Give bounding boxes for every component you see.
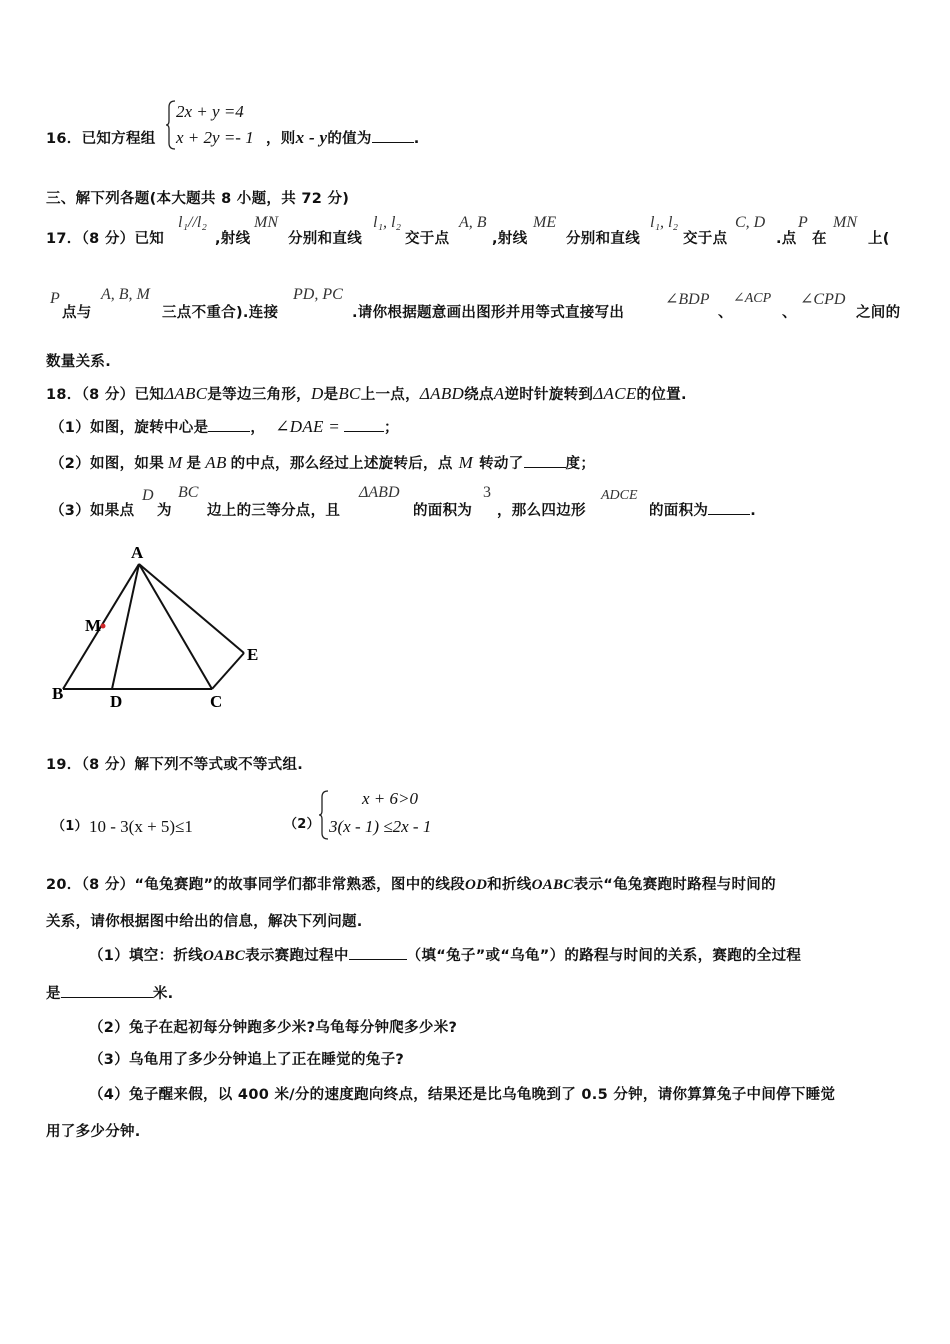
q18-part3-formula-1: D [142,487,154,504]
q18-part2-text-3: 的中点，那么经过上述旋转后，点 [230,456,453,472]
q20-line1-text-2: 和折线 [487,877,532,893]
q18-part1-comma: ， [250,420,266,436]
q19-part1-expression: 10 - 3(x + 5)≤1 [89,817,193,836]
label-e: E [247,645,259,664]
q20-od: OD [464,877,488,893]
q18-part3-text-4: 的面积为 [413,503,473,519]
answer-blank [708,500,750,515]
q17-text-11: 点与 [62,305,92,321]
q18-math-1: ΔABC [164,384,208,403]
q18-part1-end: ； [384,420,399,436]
q20-part2: （2）兔子在起初每分钟跑多少米?乌龟每分钟爬多少米? [89,1020,458,1036]
q17-text-4: 交于点 [405,231,450,247]
answer-blank [208,417,250,432]
triangle-figure [40,540,280,720]
q20-part4-line2: 用了多少分钟. [46,1124,141,1140]
q18-part2-text-4: 转动了 [479,456,524,472]
q18-part1-text: （1）如图，旋转中心是 [50,420,209,436]
answer-blank [344,417,384,432]
q18-part3-text-1: （3）如果点 [50,503,135,519]
q16-label: 16．已知方程组 [46,131,156,147]
q18-math-5: A [493,384,505,403]
q18-part2-math-2: AB [205,453,227,472]
q17-text-14: 、 [718,305,733,321]
q16-end: . [413,131,420,147]
q19-part2-label: （2） [284,817,320,832]
q17-formula-3: l₁, l₂ [373,214,402,231]
q20-line2: 关系，请你根据图中给出的信息，解决下列问题. [46,914,363,930]
label-m: M [85,616,102,635]
q18-part3-text-5: ，那么四边形 [497,503,586,519]
q18-text-2: 是等边三角形， [207,387,311,403]
q17-formula-14: ∠ACP [733,291,772,306]
q17-formula-13: ∠BDP [665,291,710,308]
q18-math-2: D [310,384,324,403]
q17-text-5: ,射线 [492,231,528,247]
q17-text-15: 、 [782,305,797,321]
q18-part3-text-2: 为 [157,503,172,519]
q18-text-4: 上一点， [360,387,420,403]
q19-title: 19．（8 分）解下列不等式或不等式组. [46,757,304,773]
q17-text-9: 在 [812,231,827,247]
section-heading: 三、解下列各题(本大题共 8 小题，共 72 分) [46,191,350,207]
q17-formula-6: l₁, l₂ [650,214,679,231]
q18-text-5: 绕点 [464,387,494,403]
q18-part3-formula-4: 3 [483,484,491,501]
q18-part3-text-6: 的面积为 [649,503,709,519]
q20-part1-text-1: （1）填空：折线 [89,948,203,964]
q18-text-1: 18．（8 分）已知 [46,387,165,403]
q20-part1-text-2: 表示赛跑过程中 [245,948,349,964]
q18-part3-text-3: 边上的三等分点，且 [207,503,341,519]
q18-part2-text-1: （2）如图，如果 [50,456,164,472]
q20-part1-text-3: （填“兔子”或“乌龟”）的路程与时间的关系，赛跑的全过程 [406,948,802,964]
q18-part2-math-1: M [168,453,183,472]
q17-formula-12: PD, PC [293,286,343,303]
answer-blank [524,453,566,468]
q18-text-3: 是 [323,387,339,403]
q17-formula-4: A, B [459,214,487,231]
answer-blank [349,945,407,960]
q20-part1-text-4: 是 [46,986,61,1002]
q17-formula-5: ME [533,214,557,231]
q18-part3-formula-3: ΔABD [359,484,400,501]
label-b: B [52,684,64,703]
q16-equation-2: x + 2y =- 1 [176,128,254,147]
q20-line1-text-1: 20．（8 分）“龟兔赛跑”的故事同学们都非常熟悉，图中的线段 [46,877,465,893]
q20-oabc: OABC [531,877,574,893]
q17-formula-8: P [798,214,808,231]
q17-formula-9: MN [833,214,857,231]
q17-text-16: 之间的 [856,305,901,321]
answer-blank [372,128,414,143]
q18-text-6: 逆时针旋转到 [504,387,594,403]
q20-line1-text-3: 表示“龟兔赛跑时路程与时间的 [573,877,776,893]
q18-part3-formula-5: ADCE [601,488,638,503]
q17-text-7: 交于点 [683,231,728,247]
q18-math-4: ΔABD [419,384,465,403]
q17-text-17: 数量关系. [46,354,112,370]
q18-part3-formula-2: BC [178,484,199,501]
q17-formula-2: MN [254,214,278,231]
q17-text-8: .点 [776,231,797,247]
q19-part2-equation-1: x + 6>0 [362,789,418,808]
label-d: D [110,692,123,711]
q18-part1-angle: ∠DAE = [275,417,341,436]
label-c: C [210,692,223,711]
q16-expr: x - y [295,128,328,147]
q20-part1-text-5: 米. [152,986,174,1002]
q17-formula-15: ∠CPD [800,291,846,308]
q16-equation-1: 2x + y =4 [176,102,244,121]
label-a: A [131,543,144,562]
q17-formula-1: l₁//l₂ [178,214,207,231]
q18-text-7: 的位置. [636,387,687,403]
q16-tail-b: 的值为 [327,131,372,147]
q19-part2-equation-2: 3(x - 1) ≤2x - 1 [329,817,432,836]
q18-math-3: BC [338,384,361,403]
q20-part3: （3）乌龟用了多少分钟追上了正在睡觉的兔子? [89,1052,405,1068]
q17-text-6: 分别和直线 [566,231,640,247]
q17-text-13: .请你根据题意画出图形并用等式直接写出 [352,305,625,321]
q20-part4-line1: （4）兔子醒来假，以 400 米/分的速度跑向终点，结果还是比乌龟晚到了 0.5 分钟，请你算算兔子中间停下睡觉 [89,1087,836,1103]
q18-part2-math-3: M [458,453,474,472]
q17-text-2: ,射线 [215,231,251,247]
answer-blank [61,983,153,998]
q17-text-12: 三点不重合).连接 [162,305,279,321]
q17-text-3: 分别和直线 [288,231,362,247]
point-m-dot [101,624,106,629]
q17-formula-10: P [50,290,60,307]
q18-part2-text-5: 度； [565,456,596,472]
q18-part2-text-2: 是 [186,456,202,472]
q17-text-10: 上( [868,231,890,247]
q16-tail-a: ，则 [266,131,296,147]
q19-part1-label: （1） [52,819,88,834]
q18-part3-end: . [750,503,757,519]
q20-part1-oabc: OABC [203,948,246,964]
q17-formula-11: A, B, M [101,286,150,303]
q18-math-6: ΔACE [593,384,637,403]
q17-text-1: 17．（8 分）已知 [46,231,165,247]
q17-formula-7: C, D [735,214,766,231]
